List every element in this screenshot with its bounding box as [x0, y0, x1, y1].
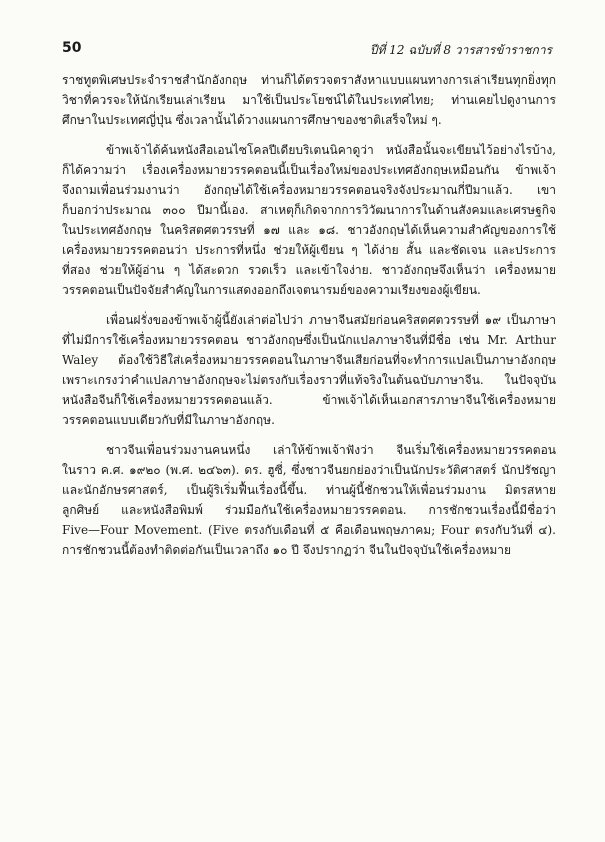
text-line: เครื่องหมายวรรคตอนว่า ประการที่หนึ่ง ช่วยให้ผู้เขียน ๆ ได้ง่าย สั้น และชัดเจน และประการ — [62, 243, 556, 257]
text-line: วรรคตอนเป็นปัจจัยสำคัญในการแสดงออกถึงเจตนารมย์ของความเรียงของผู้เขียน. — [62, 283, 481, 297]
text-line: เพื่อนฝรั่งของข้าพเจ้าผู้นี้ยังเล่าต่อไปว่า ภาษาจีนสมัยก่อนคริสตศตวรรษที่ ๑๙ เป็นภาษา — [106, 313, 556, 327]
text-line: ลูกศิษย์ และหนังสือพิมพ์ ร่วมมือกันใช้เครื่องหมายวรรคตอน. การชักชวนเรื่องนี้มีชื่อว่า — [62, 503, 556, 517]
text-line: ก็บอกว่าประมาณ ๓๐๐ ปีมานี้เอง. สาเหตุก็เกิดจากการวิวัฒนาการในด้านสังคมและเศรษฐกิจ — [62, 203, 556, 217]
paragraph — [62, 310, 556, 430]
paragraph — [62, 70, 556, 130]
text-line: ในราว ค.ศ. ๑๙๒๐ (พ.ศ. ๒๔๖๓). ดร. ฮูซี่, ซึ่งชาวจีนยกย่องว่าเป็นนักประวัติศาสตร์ นักปรัชญา — [62, 463, 556, 477]
body-text — [62, 70, 556, 570]
text-line: ศึกษาในประเทศญี่ปุ่น ซึ่งเวลานั้นได้วางแผนการศึกษาของชาติเสร็จใหม่ ๆ. — [62, 113, 442, 127]
text-line: Waley ต้องใช้วิธีใส่เครื่องหมายวรรคตอนในภาษาจีนเสียก่อนที่จะทำการแปลเป็นภาษาอังกฤษ — [62, 353, 556, 367]
text-line: ราชทูตพิเศษประจำราชสำนักอังกฤษ ท่านก็ได้ตรวจตราสังหาแบบแผนทางการเล่าเรียนทุกยิ่งทุก — [62, 73, 556, 87]
page-header — [62, 40, 552, 60]
text-line: วรรคตอนแบบเดียวกับที่มีในภาษาอังกฤษ. — [62, 413, 275, 427]
text-line: ที่ไม่มีการใช้เครื่องหมายวรรคตอน ชาวอังกฤษซึ่งเป็นนักแปลภาษาจีนที่มีชื่อ เช่น Mr. Arthur — [62, 333, 556, 347]
paragraph — [62, 140, 556, 300]
running-head: ปีที่ 12 ฉบับที่ 8 วารสารข้าราชการ — [369, 43, 552, 57]
text-line: วิชาที่ควรจะให้นักเรียนเล่าเรียน มาใช้เป็นประโยชน์ได้ในประเทศไทย; ท่านเคยไปดูงานการ — [62, 93, 556, 107]
text-line: เพราะเกรงว่าคำแปลภาษาอังกฤษจะไม่ตรงกับเรื่องราวที่แท้จริงในต้นฉบับภาษาจีน. ในปัจจุบัน — [62, 373, 556, 387]
text-line: หนังสือจีนก็ใช้เครื่องหมายวรรคตอนแล้ว. ข้าพเจ้าได้เห็นเอกสารภาษาจีนใช้เครื่องหมาย — [62, 393, 556, 407]
text-line: Five—Four Movement. (Five ตรงกับเดือนที่ ๕ คือเดือนพฤษภาคม; Four ตรงกับวันที่ ๔). — [62, 523, 556, 537]
text-line: ที่สอง ช่วยให้ผู้อ่าน ๆ ได้สะดวก รวดเร็ว และเข้าใจง่าย. ชาวอังกฤษจึงเห็นว่า เครื่องหมาย — [62, 263, 556, 277]
text-line: และนักอักษรศาสตร์, เป็นผู้ริเริ่มฟื้นเรื่องนี้ขึ้น. ท่านผู้นี้ชักชวนให้เพื่อนร่วมงาน มิตรสหาย — [62, 483, 556, 497]
text-line: การชักชวนนี้ต้องทำติดต่อกันเป็นเวลาถึง ๑๐ ปี จึงปรากฏว่า จีนในปัจจุบันใช้เครื่องหมาย — [62, 543, 512, 557]
paragraph — [62, 440, 556, 560]
text-line: ก็ได้ความว่า เรื่องเครื่องหมายวรรคตอนนี้เป็นเรื่องใหม่ของประเทศอังกฤษเหมือนกัน ข้าพเจ้า — [62, 163, 556, 177]
page-number: 50 — [62, 40, 82, 56]
text-line: ชาวจีนเพื่อนร่วมงานคนหนึ่ง เล่าให้ข้าพเจ้าฟังว่า จีนเริ่มใช้เครื่องหมายวรรคตอน — [106, 443, 556, 457]
text-line: ในประเทศอังกฤษ ในคริสตศตวรรษที่ ๑๗ และ ๑๘. ชาวอังกฤษได้เห็นความสำคัญของการใช้ — [62, 223, 556, 237]
text-line: ข้าพเจ้าได้ค้นหนังสือเอนไซโคลปีเดียบริเตนนิคาดูว่า หนังสือนั้นจะเขียนไว้อย่างไรบ้าง, — [106, 143, 556, 157]
text-line: จึงถามเพื่อนร่วมงานว่า อังกฤษได้ใช้เครื่องหมายวรรคตอนจริงจังประมาณกี่ปีมาแล้ว. เขา — [62, 183, 556, 197]
